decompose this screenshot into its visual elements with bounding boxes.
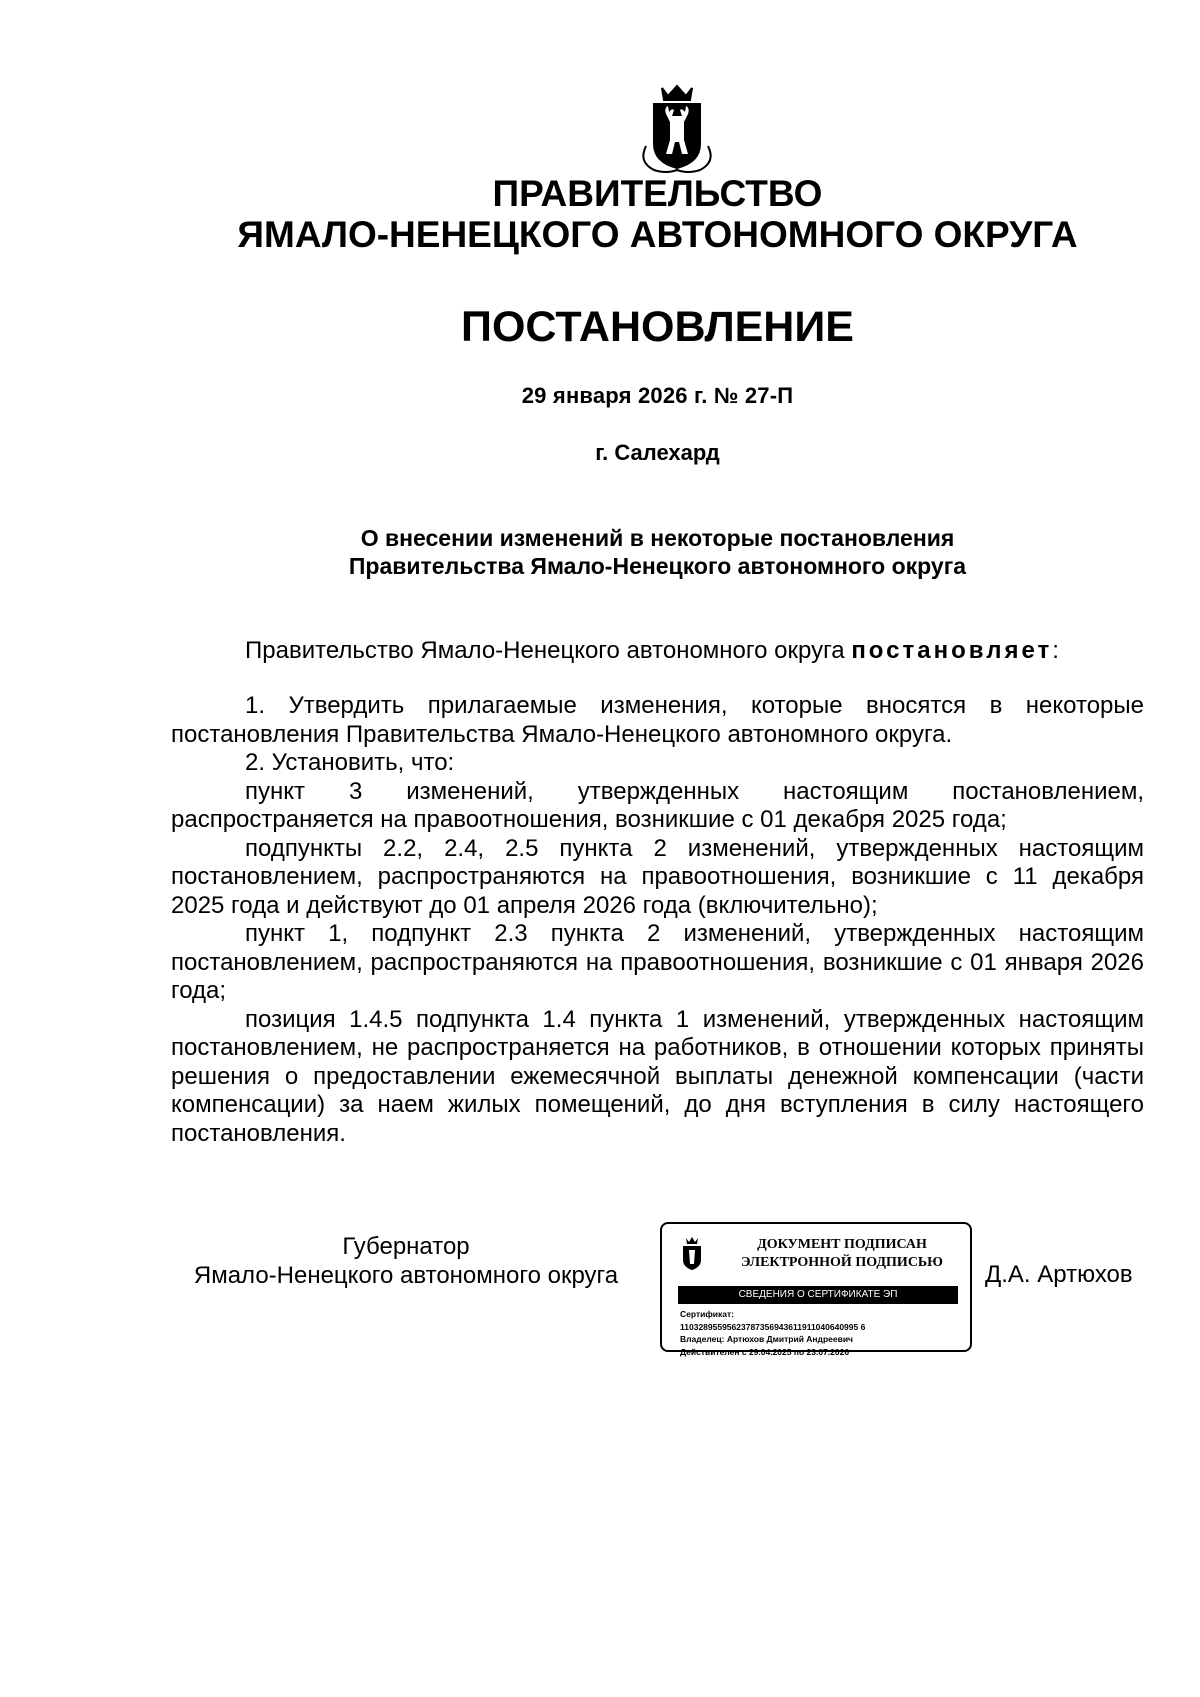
preamble bbox=[171, 637, 1144, 666]
electronic-signature-stamp bbox=[660, 1222, 972, 1357]
coat-of-arms-icon bbox=[632, 84, 722, 176]
signatory-name: Д.А. Артюхов bbox=[985, 1261, 1133, 1288]
certificate-label: Сертификат: bbox=[680, 1309, 734, 1319]
document-city: г. Салехард bbox=[595, 440, 720, 465]
certificate-validity: Действителен с 29.04.2025 по 23.07.2026 bbox=[680, 1346, 850, 1357]
paragraph: позиция 1.4.5 подпункта 1.4 пункта 1 изменений, утвержденных настоящим постановлением, не распространяется на работников, в отношении которых приняты решения о предоставлении ежемесячной выплаты денежной компенсации (части компенсации) за наем жилых помещений, до дня вступления в силу настоящего постановления. bbox=[171, 1005, 1144, 1147]
government-title-line2: ЯМАЛО-НЕНЕЦКОГО АВТОНОМНОГО ОКРУГА bbox=[237, 214, 1078, 255]
certificate-owner: Владелец: Артюхов Дмитрий Андреевич bbox=[680, 1334, 853, 1344]
stamp-certificate-info bbox=[680, 1308, 865, 1358]
signatory-position-line1: Губернатор bbox=[342, 1233, 470, 1260]
paragraph: пункт 3 изменений, утвержденных настоящим постановлением, распространяется на правоотношения, возникшие с 01 декабря 2025 года; bbox=[171, 777, 1144, 833]
document-type: ПОСТАНОВЛЕНИЕ bbox=[461, 303, 854, 351]
document-date-number: 29 января 2026 г. № 27-П bbox=[521, 383, 794, 408]
stamp-heading bbox=[726, 1236, 958, 1272]
stamp-heading-line1: ДОКУМЕНТ ПОДПИСАН bbox=[757, 1237, 927, 1252]
stamp-heading-line2: ЭЛЕКТРОННОЙ ПОДПИСЬЮ bbox=[741, 1255, 943, 1270]
paragraph: 1. Утвердить прилагаемые изменения, которые вносятся в некоторые постановления Правительства Ямало-Ненецкого автономного округа. bbox=[171, 692, 1144, 748]
paragraph: пункт 1, подпункт 2.3 пункта 2 изменений, утвержденных настоящим постановлением, распространяются на правоотношения, возникшие с 01 января 2026 года; bbox=[171, 920, 1144, 1004]
document-subject bbox=[0, 524, 1200, 580]
paragraph: подпункты 2.2, 2.4, 2.5 пункта 2 изменений, утвержденных настоящим постановлением, распространяются на правоотношения, возникшие с 11 декабря 2025 года и действуют до 01 апреля 2026 года (включительно); bbox=[171, 834, 1144, 919]
signatory-position bbox=[171, 1232, 641, 1290]
coat-of-arms-icon bbox=[678, 1236, 706, 1272]
document-body bbox=[171, 692, 1144, 1148]
certificate-number: 11032895595623787356943611911040640995 6 bbox=[680, 1321, 866, 1332]
preamble-verb: постановляет bbox=[851, 637, 1053, 664]
subject-line2: Правительства Ямало-Ненецкого автономного округа bbox=[348, 553, 967, 579]
stamp-certificate-bar: СВЕДЕНИЯ О СЕРТИФИКАТЕ ЭП bbox=[678, 1286, 958, 1304]
preamble-text: Правительство Ямало-Ненецкого автономного округа bbox=[245, 637, 852, 664]
subject-line1: О внесении изменений в некоторые постановления bbox=[360, 525, 955, 551]
preamble-tail: : bbox=[1052, 637, 1059, 664]
government-title-line1: ПРАВИТЕЛЬСТВО bbox=[492, 173, 823, 214]
signatory-position-line2: Ямало-Ненецкого автономного округа bbox=[193, 1262, 619, 1289]
paragraph: 2. Установить, что: bbox=[245, 749, 455, 776]
